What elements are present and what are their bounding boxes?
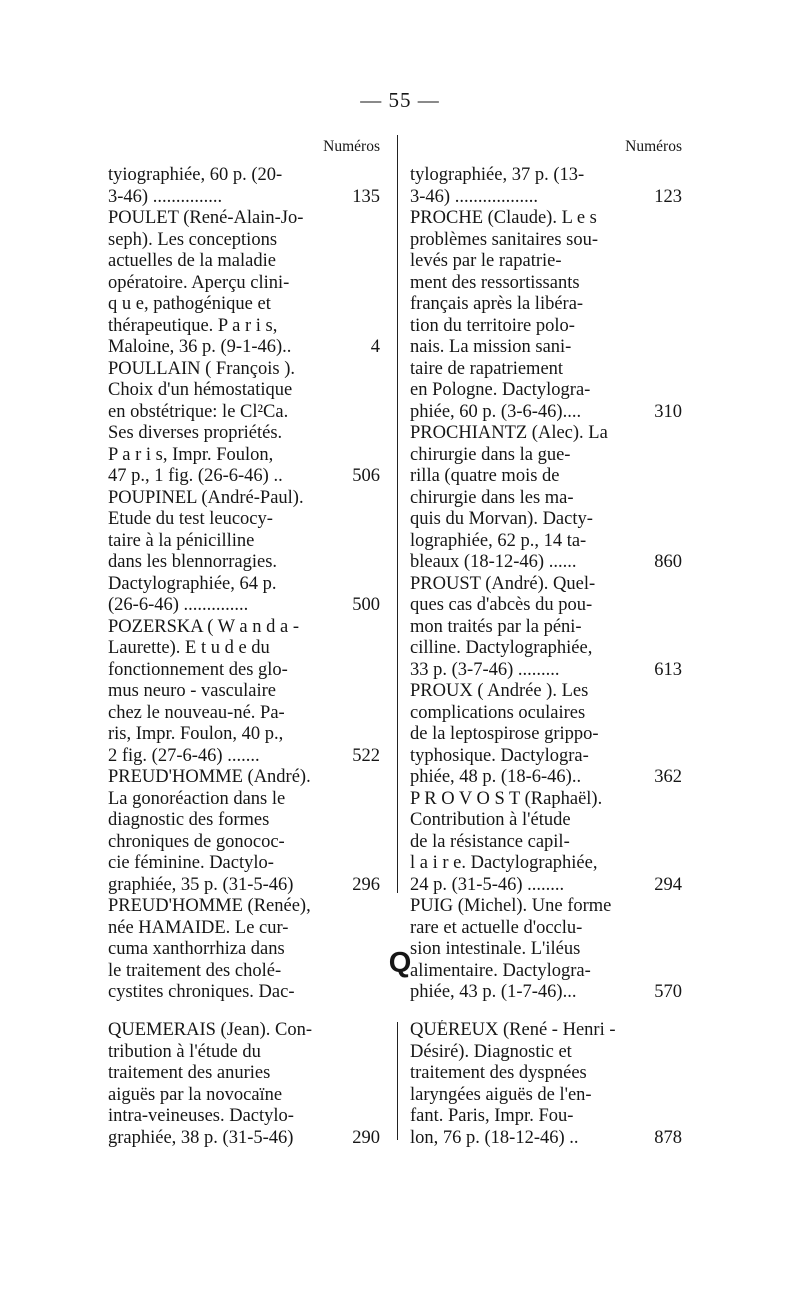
entry-number: 878 (654, 1127, 682, 1148)
entry-line: lon, 76 p. (18-12-46) .. (410, 1127, 579, 1148)
index-entry (410, 789, 682, 897)
index-entry (108, 767, 380, 896)
entry-line: phiée, 43 p. (1-7-46)... (410, 982, 577, 1002)
index-entry (108, 165, 380, 208)
entry-line: 3-46) .................. (410, 186, 538, 207)
entry-line: tribution à l'étude du (108, 1041, 261, 1062)
entry-last-line (410, 1128, 682, 1150)
column-top-right (410, 138, 682, 1004)
entry-line: q u e, pathogénique et (108, 294, 271, 314)
entry-line: tion du territoire polo- (410, 315, 575, 336)
entry-last-line (108, 337, 380, 359)
entry-line: PROCHIANTZ (Alec). La (410, 423, 608, 443)
index-entry (108, 488, 380, 617)
entry-line: alimentaire. Dactylogra- (410, 960, 591, 981)
entry-line: laryngées aiguës de l'en- (410, 1084, 592, 1105)
entry-line: thérapeutique. P a r i s, (108, 315, 278, 336)
entry-line: lographiée, 62 p., 14 ta- (410, 530, 587, 551)
index-entry (108, 617, 380, 768)
entry-line: traitement des anuries (108, 1063, 271, 1083)
column-divider-top (397, 135, 398, 893)
entry-line: nais. La mission sani- (410, 337, 572, 357)
entry-line: graphiée, 35 p. (31-5-46) (108, 874, 294, 895)
entry-line: PREUD'HOMME (Renée), (108, 896, 311, 916)
entry-last-line (410, 660, 682, 682)
entry-line: PROUX ( Andrée ). Les (410, 681, 589, 701)
index-entry (410, 681, 682, 789)
index-entry (410, 208, 682, 423)
entry-line: bleaux (18-12-46) ...... (410, 552, 577, 572)
entry-line: PREUD'HOMME (André). (108, 767, 311, 787)
entry-line: Contribution à l'étude (410, 810, 571, 830)
entry-line: rilla (quatre mois de (410, 466, 560, 486)
entry-line: problèmes sanitaires sou- (410, 229, 599, 250)
entry-number: 290 (352, 1127, 380, 1148)
entry-line: cystites chroniques. Dac- (108, 982, 295, 1002)
entry-line: Etude du test leucocy- (108, 509, 273, 529)
entry-line: intra-veineuses. Dactylo- (108, 1106, 294, 1126)
entry-last-line (410, 875, 682, 897)
entry-line: mon traités par la péni- (410, 616, 582, 637)
entry-line: typhosique. Dactylogra- (410, 745, 589, 766)
entry-number: 294 (654, 874, 682, 895)
section-letter: Q (388, 947, 412, 979)
entry-line: PUIG (Michel). Une forme (410, 896, 612, 916)
index-entry (108, 359, 380, 488)
entry-line: quis du Morvan). Dacty- (410, 509, 593, 529)
entry-line: ques cas d'abcès du pou- (410, 595, 593, 615)
entry-line: 24 p. (31-5-46) ........ (410, 874, 565, 895)
entry-line: ris, Impr. Foulon, 40 p., (108, 724, 284, 744)
entry-line: graphiée, 38 p. (31-5-46) (108, 1127, 294, 1148)
entry-line: seph). Les conceptions (108, 229, 278, 250)
entry-line: en obstétrique: le Cl²Ca. (108, 401, 289, 422)
entry-line: (26-6-46) .............. (108, 595, 249, 615)
entry-line: chirurgie dans la gue- (410, 444, 571, 465)
entry-line: rare et actuelle d'occlu- (410, 917, 583, 938)
entry-line: POULLAIN ( François ). (108, 358, 296, 379)
entry-line: tylographiée, 37 p. (13- (410, 165, 585, 185)
entry-line: cuma xanthorrhiza dans (108, 939, 285, 959)
entry-number: 570 (654, 982, 682, 1002)
entry-line: chirurgie dans les ma- (410, 487, 574, 508)
entry-line: 2 fig. (27-6-46) ....... (108, 745, 260, 766)
entry-line: en Pologne. Dactylogra- (410, 380, 591, 400)
entry-number: 613 (654, 659, 682, 680)
entry-line: QUEMERAIS (Jean). Con- (108, 1020, 312, 1040)
entry-last-line (108, 746, 380, 768)
entry-line: diagnostic des formes (108, 810, 270, 830)
entry-line: chroniques de gonococ- (108, 831, 285, 852)
column-top-left (108, 138, 380, 1004)
entry-last-line (410, 187, 682, 209)
entry-line: Laurette). E t u d e du (108, 638, 270, 658)
entry-line: Choix d'un hémostatique (108, 380, 293, 400)
entry-line: de la leptospirose grippo- (410, 724, 599, 744)
entry-line: tyiographiée, 60 p. (20- (108, 165, 283, 185)
entry-last-line (410, 552, 682, 574)
entry-line: de la résistance capil- (410, 831, 570, 852)
entry-line: QUÉREUX (René - Henri - (410, 1020, 616, 1040)
entry-line: POUPINEL (André-Paul). (108, 487, 304, 508)
entry-line: aiguës par la novocaïne (108, 1084, 283, 1105)
entry-line: fant. Paris, Impr. Fou- (410, 1106, 574, 1126)
entry-line: levés par le rapatrie- (410, 251, 562, 271)
entry-number: 500 (352, 595, 380, 615)
entry-line: PROUST (André). Quel- (410, 573, 596, 594)
entry-last-line (410, 767, 682, 789)
page-number: — 55 — (360, 88, 440, 112)
entry-last-line (108, 466, 380, 488)
entry-last-line (410, 402, 682, 424)
entry-number: 123 (654, 186, 682, 207)
entry-line: POZERSKA ( W a n d a - (108, 616, 299, 637)
entry-last-line (108, 187, 380, 209)
entry-line: fonctionnement des glo- (108, 659, 288, 680)
entry-line: le traitement des cholé- (108, 960, 282, 981)
entry-line: dans les blennorragies. (108, 552, 278, 572)
entry-last-line (410, 982, 682, 1004)
index-entry (108, 208, 380, 359)
entry-line: taire de rapatriement (410, 358, 564, 379)
entry-line: 33 p. (3-7-46) ......... (410, 659, 560, 680)
entry-line: phiée, 60 p. (3-6-46).... (410, 401, 582, 422)
entry-line: l a i r e. Dactylographiée, (410, 853, 598, 873)
entry-line: mus neuro - vasculaire (108, 681, 276, 701)
entry-line: ment des ressortissants (410, 272, 580, 293)
entry-line: 3-46) ............... (108, 186, 223, 207)
column-header-right: Numéros (625, 138, 682, 155)
entry-last-line (108, 595, 380, 617)
entry-number: 4 (370, 337, 380, 357)
entry-line: complications oculaires (410, 702, 586, 723)
entry-number: 506 (352, 466, 380, 486)
entry-line: La gonoréaction dans le (108, 788, 286, 809)
entry-line: Maloine, 36 p. (9-1-46).. (108, 337, 292, 357)
entry-line: Ses diverses propriétés. (108, 423, 283, 443)
entry-number: 860 (654, 552, 682, 572)
entry-number: 310 (654, 401, 682, 422)
column-divider-bottom (397, 1022, 398, 1140)
entry-line: cilline. Dactylographiée, (410, 638, 593, 658)
index-entry (410, 574, 682, 682)
index-entry (410, 1020, 682, 1149)
entry-line: 47 p., 1 fig. (26-6-46) .. (108, 466, 283, 486)
entry-line: née HAMAIDE. Le cur- (108, 917, 289, 938)
entry-line: français après la libéra- (410, 294, 584, 314)
index-entry (410, 165, 682, 208)
entry-number: 522 (352, 745, 380, 766)
column-bottom-left (108, 1020, 380, 1149)
index-entry (108, 1020, 380, 1149)
entry-line: cie féminine. Dactylo- (108, 853, 274, 873)
column-bottom-right (410, 1020, 682, 1149)
entry-line: Dactylographiée, 64 p. (108, 573, 277, 594)
column-header-left: Numéros (323, 138, 380, 155)
entry-number: 135 (352, 186, 380, 207)
entry-line: opératoire. Aperçu clini- (108, 272, 290, 293)
entry-line: taire à la pénicilline (108, 530, 255, 551)
entry-last-line (108, 1128, 380, 1150)
entry-line: Désiré). Diagnostic et (410, 1041, 572, 1062)
entry-line: PROCHE (Claude). L e s (410, 208, 597, 228)
entry-number: 296 (352, 874, 380, 895)
entry-line: P a r i s, Impr. Foulon, (108, 444, 274, 465)
entry-line: traitement des dyspnées (410, 1063, 587, 1083)
entry-line: sion intestinale. L'iléus (410, 939, 581, 959)
entry-line: POULET (René-Alain-Jo- (108, 208, 304, 228)
entry-line: P R O V O S T (Raphaël). (410, 788, 603, 809)
entry-last-line (108, 875, 380, 897)
entry-line: phiée, 48 p. (18-6-46).. (410, 767, 582, 787)
entry-line: chez le nouveau-né. Pa- (108, 702, 285, 723)
index-entry (410, 423, 682, 574)
entry-line: actuelles de la maladie (108, 251, 276, 271)
entry-number: 362 (654, 767, 682, 787)
